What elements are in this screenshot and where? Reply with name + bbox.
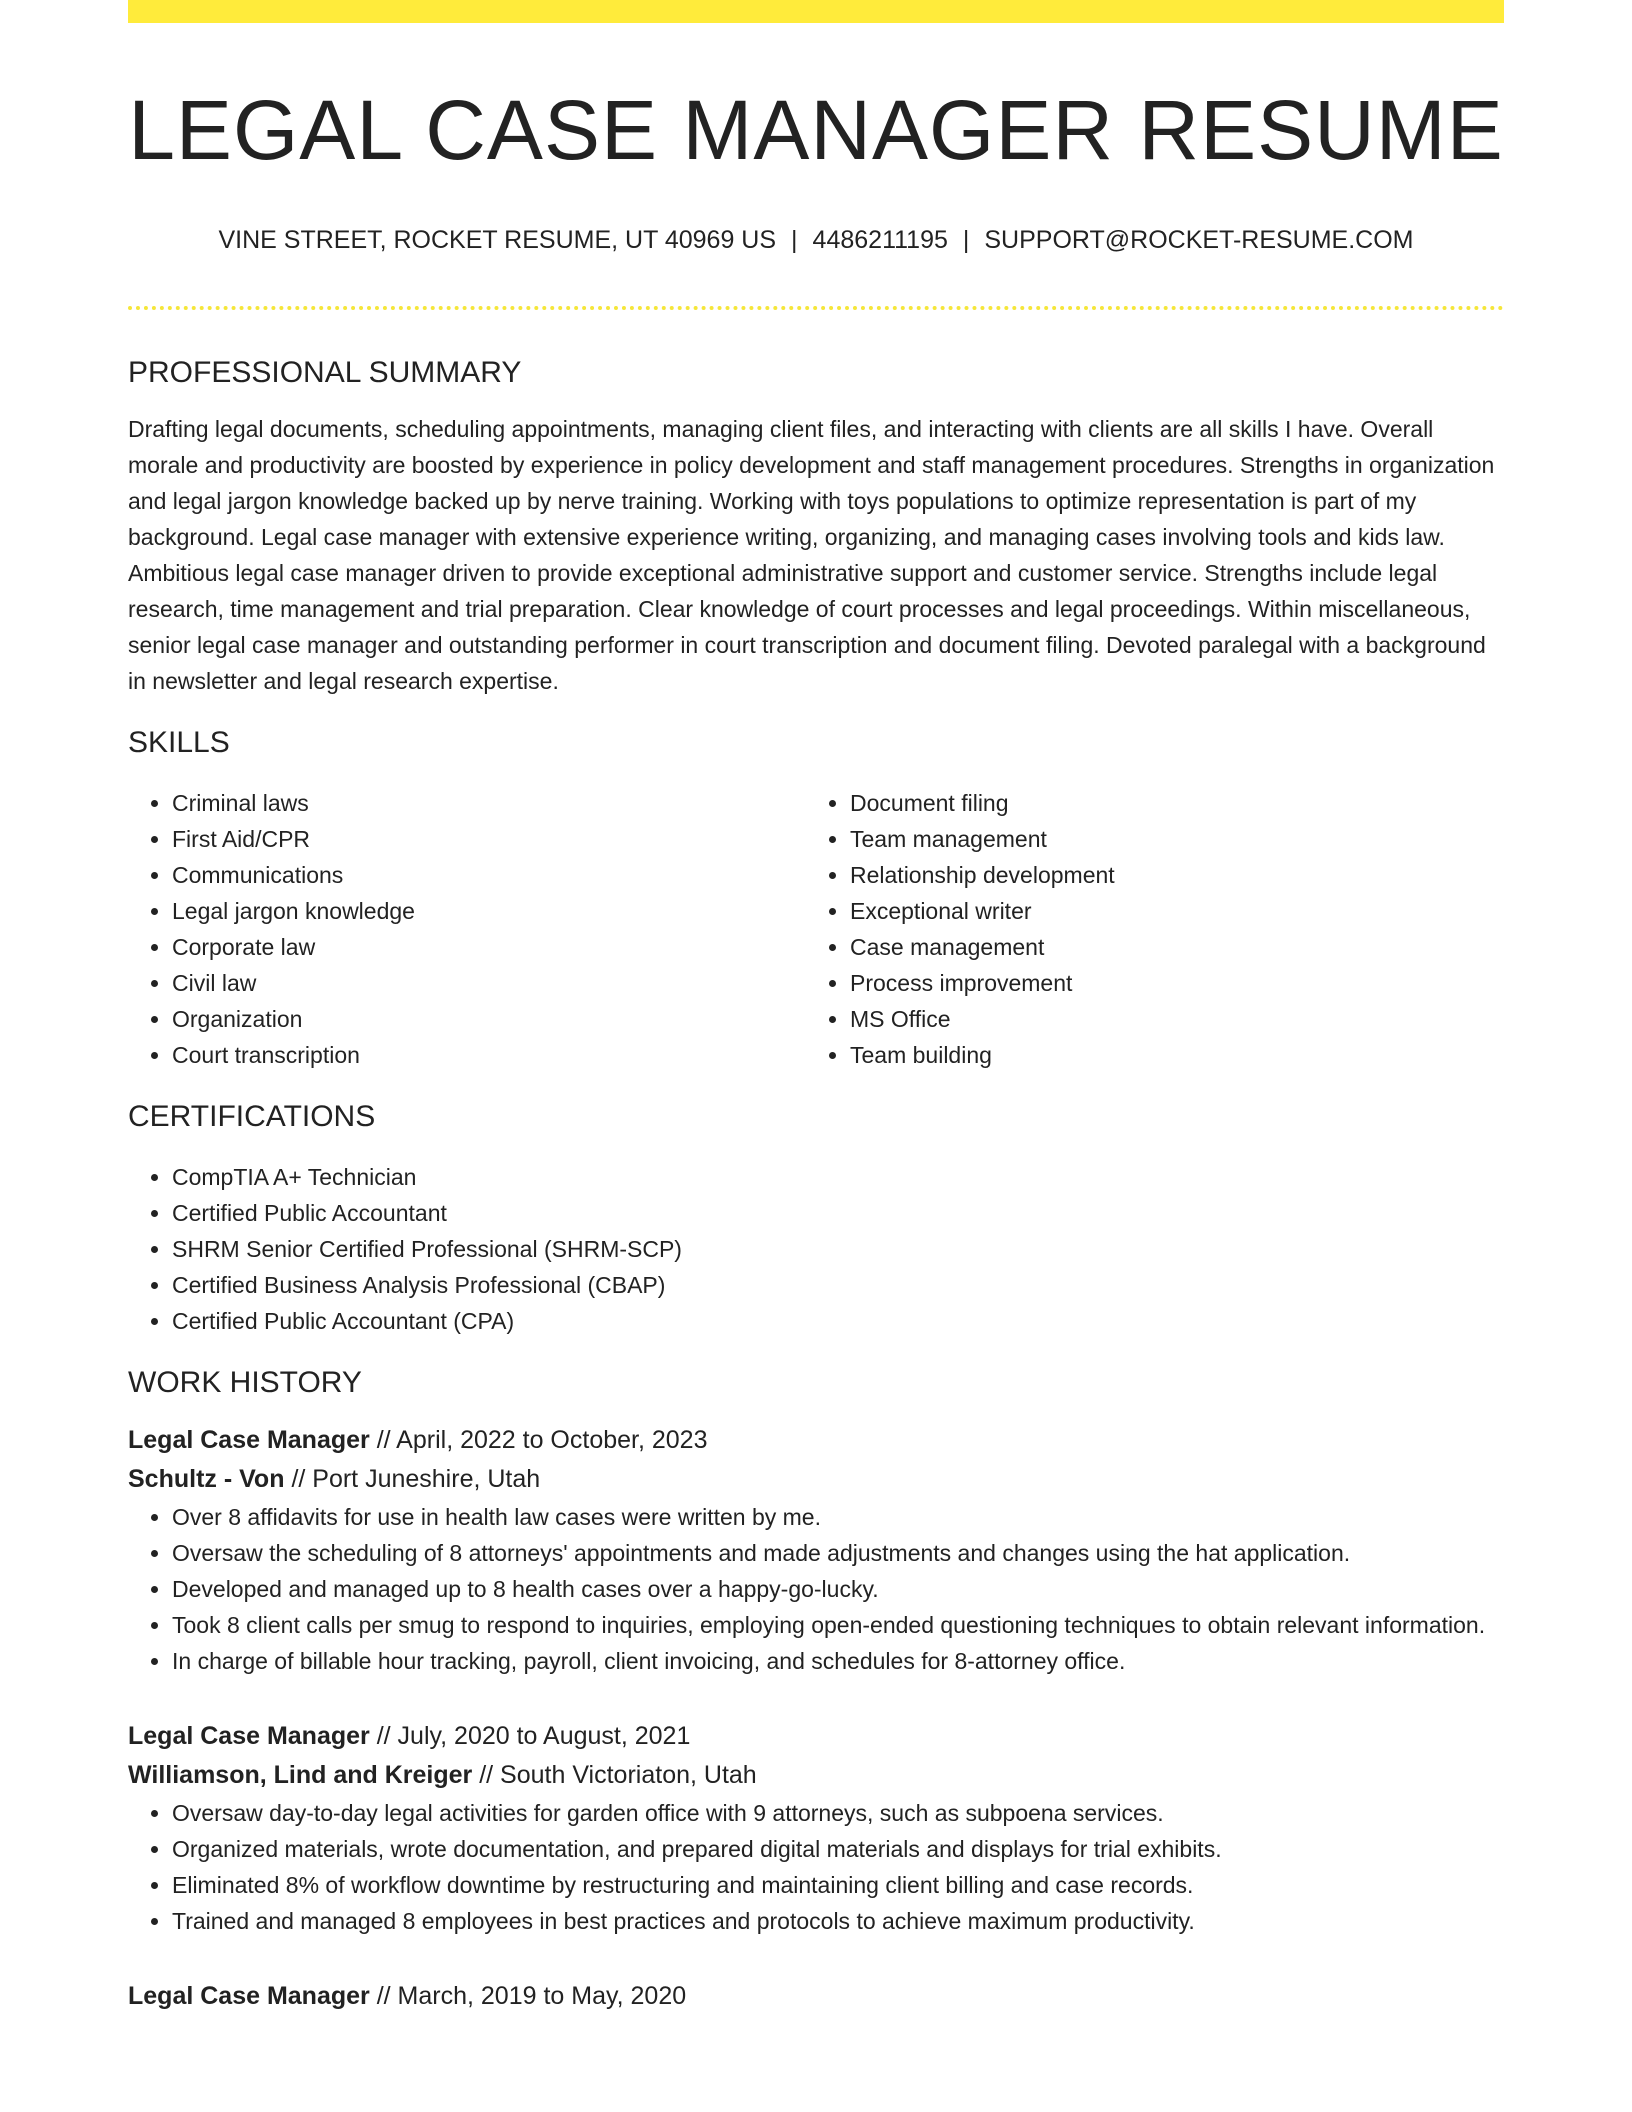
skill-item: • Criminal laws bbox=[172, 785, 806, 821]
certifications-list bbox=[128, 1159, 1504, 1339]
job-title: Legal Case Manager bbox=[128, 1722, 370, 1750]
job-location: // South Victoriaton, Utah bbox=[479, 1761, 757, 1789]
job-company: Schultz - Von bbox=[128, 1465, 285, 1493]
skill-item: • MS Office bbox=[850, 1001, 1484, 1037]
job-bullet: • Oversaw the scheduling of 8 attorneys' appointments and made adjustments and changes using the hat application. bbox=[172, 1535, 1504, 1571]
job-entry bbox=[128, 1977, 1504, 2016]
job-company: Williamson, Lind and Kreiger bbox=[128, 1761, 473, 1789]
skill-item: • Legal jargon knowledge bbox=[172, 893, 806, 929]
skills-heading: SKILLS bbox=[128, 726, 230, 759]
skill-item: • Case management bbox=[850, 929, 1484, 965]
job-bullets bbox=[128, 1795, 1504, 1939]
contact-address: VINE STREET, ROCKET RESUME, UT 40969 US bbox=[218, 226, 777, 254]
job-bullet: • In charge of billable hour tracking, payroll, client invoicing, and schedules for 8-attorney office. bbox=[172, 1643, 1504, 1679]
job-location: // Port Juneshire, Utah bbox=[291, 1465, 541, 1493]
job-bullet: • Eliminated 8% of workflow downtime by restructuring and maintaining client billing and case records. bbox=[172, 1867, 1504, 1903]
job-entry bbox=[128, 1421, 1504, 1679]
job-dates: // March, 2019 to May, 2020 bbox=[376, 1982, 687, 2010]
job-bullet: • Took 8 client calls per smug to respond to inquiries, employing open-ended questioning techniques to obtain relevant information. bbox=[172, 1607, 1504, 1643]
dotted-divider bbox=[128, 306, 1504, 310]
contact-line bbox=[128, 225, 1504, 255]
contact-separator: | bbox=[791, 226, 798, 254]
job-bullet: • Organized materials, wrote documentation, and prepared digital materials and displays for trial exhibits. bbox=[172, 1831, 1504, 1867]
certification-item: • Certified Public Accountant bbox=[172, 1195, 1504, 1231]
job-title-line bbox=[128, 1717, 1504, 1756]
certification-item: • Certified Business Analysis Professional (CBAP) bbox=[172, 1267, 1504, 1303]
job-bullet: • Oversaw day-to-day legal activities for garden office with 9 attorneys, such as subpoena services. bbox=[172, 1795, 1504, 1831]
skill-item: • Court transcription bbox=[172, 1037, 806, 1073]
job-bullet: • Over 8 affidavits for use in health law cases were written by me. bbox=[172, 1499, 1504, 1535]
certification-item: • CompTIA A+ Technician bbox=[172, 1159, 1504, 1195]
job-title-line bbox=[128, 1421, 1504, 1460]
summary-text: Drafting legal documents, scheduling appointments, managing client files, and interacting with clients are all skills I have. Overall morale and productivity are boosted by experience in policy development and staff management procedures. Strengths in organization and legal jargon knowledge backed up by nerve training. Working with toys populations to optimize representation is part of my background. Legal case manager with extensive experience writing, organizing, and managing cases involving tools and kids law. Ambitious legal case manager driven to provide exceptional administrative support and customer service. Strengths include legal research, time management and trial preparation. Clear knowledge of court processes and legal proceedings. Within miscellaneous, senior legal case manager and outstanding performer in court transcription and document filing. Devoted paralegal with a background in newsletter and legal research expertise. bbox=[128, 416, 1495, 694]
certification-item: • Certified Public Accountant (CPA) bbox=[172, 1303, 1504, 1339]
job-company-line bbox=[128, 1460, 1504, 1499]
skills-right-column bbox=[806, 785, 1484, 1073]
job-dates: // April, 2022 to October, 2023 bbox=[376, 1426, 708, 1454]
skills-left-column bbox=[128, 785, 806, 1073]
job-entry bbox=[128, 1717, 1504, 1939]
skill-item: • Corporate law bbox=[172, 929, 806, 965]
resume-title: LEGAL CASE MANAGER RESUME bbox=[128, 83, 1504, 177]
job-title-line bbox=[128, 1977, 1504, 2016]
job-bullets bbox=[128, 1499, 1504, 1679]
skill-item: • First Aid/CPR bbox=[172, 821, 806, 857]
skill-item: • Civil law bbox=[172, 965, 806, 1001]
certifications-heading: CERTIFICATIONS bbox=[128, 1100, 376, 1133]
summary-heading: PROFESSIONAL SUMMARY bbox=[128, 356, 522, 389]
skill-item: • Exceptional writer bbox=[850, 893, 1484, 929]
skill-item: • Process improvement bbox=[850, 965, 1484, 1001]
contact-email[interactable]: SUPPORT@ROCKET-RESUME.COM bbox=[984, 226, 1414, 254]
job-dates: // July, 2020 to August, 2021 bbox=[376, 1722, 691, 1750]
certification-item: • SHRM Senior Certified Professional (SHRM-SCP) bbox=[172, 1231, 1504, 1267]
resume-content bbox=[128, 355, 1504, 2016]
skill-item: • Team management bbox=[850, 821, 1484, 857]
skill-item: • Team building bbox=[850, 1037, 1484, 1073]
skills-list bbox=[128, 785, 1504, 1073]
job-company-line bbox=[128, 1756, 1504, 1795]
contact-phone: 4486211195 bbox=[812, 226, 948, 254]
skill-item: • Communications bbox=[172, 857, 806, 893]
skill-item: • Relationship development bbox=[850, 857, 1484, 893]
work-history-heading: WORK HISTORY bbox=[128, 1366, 362, 1399]
resume-page bbox=[128, 0, 1504, 2010]
job-title: Legal Case Manager bbox=[128, 1426, 370, 1454]
contact-separator: | bbox=[962, 226, 970, 254]
skill-item: • Organization bbox=[172, 1001, 806, 1037]
job-title: Legal Case Manager bbox=[128, 1982, 370, 2010]
job-bullet: • Trained and managed 8 employees in best practices and protocols to achieve maximum productivity. bbox=[172, 1903, 1504, 1939]
job-bullet: • Developed and managed up to 8 health cases over a happy-go-lucky. bbox=[172, 1571, 1504, 1607]
skill-item: • Document filing bbox=[850, 785, 1484, 821]
